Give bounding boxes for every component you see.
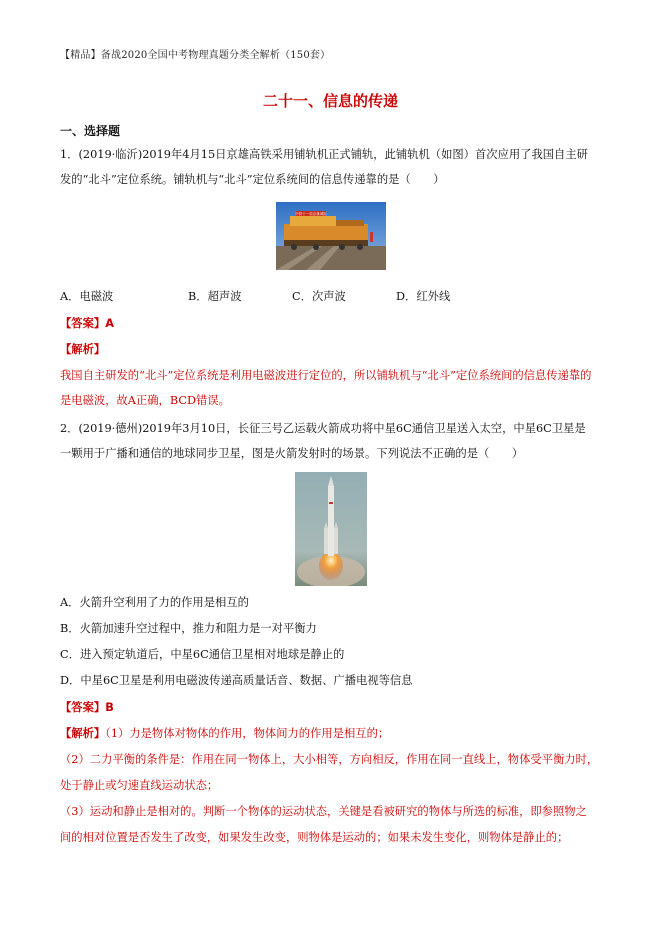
banner-text: 中铁十一局京雄城际 — [295, 212, 327, 216]
q1-option-d[interactable]: D．红外线 — [396, 290, 451, 303]
q1-stem-line1: 1．(2019·临沂)2019年4月15日京雄高铁采用铺轨机正式铺轨，此铺轨机（如图）首次应用了我国自主研 — [60, 148, 588, 161]
q1-analysis-line2: 是电磁波，故A正确，BCD错误。 — [60, 394, 230, 407]
q2-stem-line2: 一颗用于广播和通信的地球同步卫星，图是火箭发射时的场景。下列说法不正确的是（ ） — [60, 447, 524, 460]
q2-analysis-line4: （3）运动和静止是相对的。判断一个物体的运动状态，关键是看被研究的物体与所选的标准，即参照物之 — [60, 805, 587, 818]
q1-analysis-label: 【解析】 — [60, 343, 106, 356]
q1-analysis-line1: 我国自主研发的“北斗”定位系统是利用电磁波进行定位的，所以铺轨机与“北斗”定位系统间的信息传递靠的 — [60, 369, 592, 382]
q2-option-b[interactable]: B．火箭加速升空过程中，推力和阻力是一对平衡力 — [60, 622, 317, 635]
q2-analysis-line1: （1）力是物体对物体的作用，物体间力的作用是相互的； — [105, 727, 390, 740]
q1-stem-line2: 发的“北斗”定位系统。铺轨机与“北斗”定位系统间的信息传递靠的是（ ） — [60, 173, 445, 186]
q1-option-a[interactable]: A．电磁波 — [60, 290, 114, 303]
q1-option-c[interactable]: C．次声波 — [292, 290, 346, 303]
document-header: 【精品】备战2020全国中考物理真题分类全解析（150套） — [60, 50, 331, 61]
chapter-title: 二十一、信息的传递 — [262, 92, 398, 110]
section-heading: 一、选择题 — [60, 124, 121, 138]
track-laying-machine-image — [276, 202, 386, 270]
q2-option-a[interactable]: A．火箭升空利用了力的作用是相互的 — [60, 596, 249, 609]
q2-analysis-line2: （2）二力平衡的条件是：作用在同一物体上，大小相等，方向相反，作用在同一直线上，物体受平衡力时， — [60, 753, 599, 766]
q2-option-c[interactable]: C．进入预定轨道后，中星6C通信卫星相对地球是静止的 — [60, 648, 345, 661]
q2-analysis-label: 【解析】 — [60, 727, 106, 740]
rocket-launch-image — [295, 472, 367, 586]
q2-analysis-line3: 处于静止或匀速直线运动状态； — [60, 779, 219, 792]
q2-stem-line1: 2．(2019·德州)2019年3月10日，长征三号乙运载火箭成功将中星6C通信卫星送入太空，中星6C卫星是 — [60, 422, 586, 435]
q1-answer: 【答案】A — [60, 317, 114, 330]
q2-analysis-first-line — [60, 725, 389, 741]
q2-analysis-line5: 间的相对位置是否发生了改变，如果发生改变，则物体是运动的；如果未发生变化，则物体是静止的； — [60, 831, 569, 844]
q2-answer: 【答案】B — [60, 701, 114, 714]
q1-option-b[interactable]: B．超声波 — [188, 290, 242, 303]
q2-option-d[interactable]: D．中星6C卫星是利用电磁波传递高质量话音、数据、广播电视等信息 — [60, 674, 413, 687]
